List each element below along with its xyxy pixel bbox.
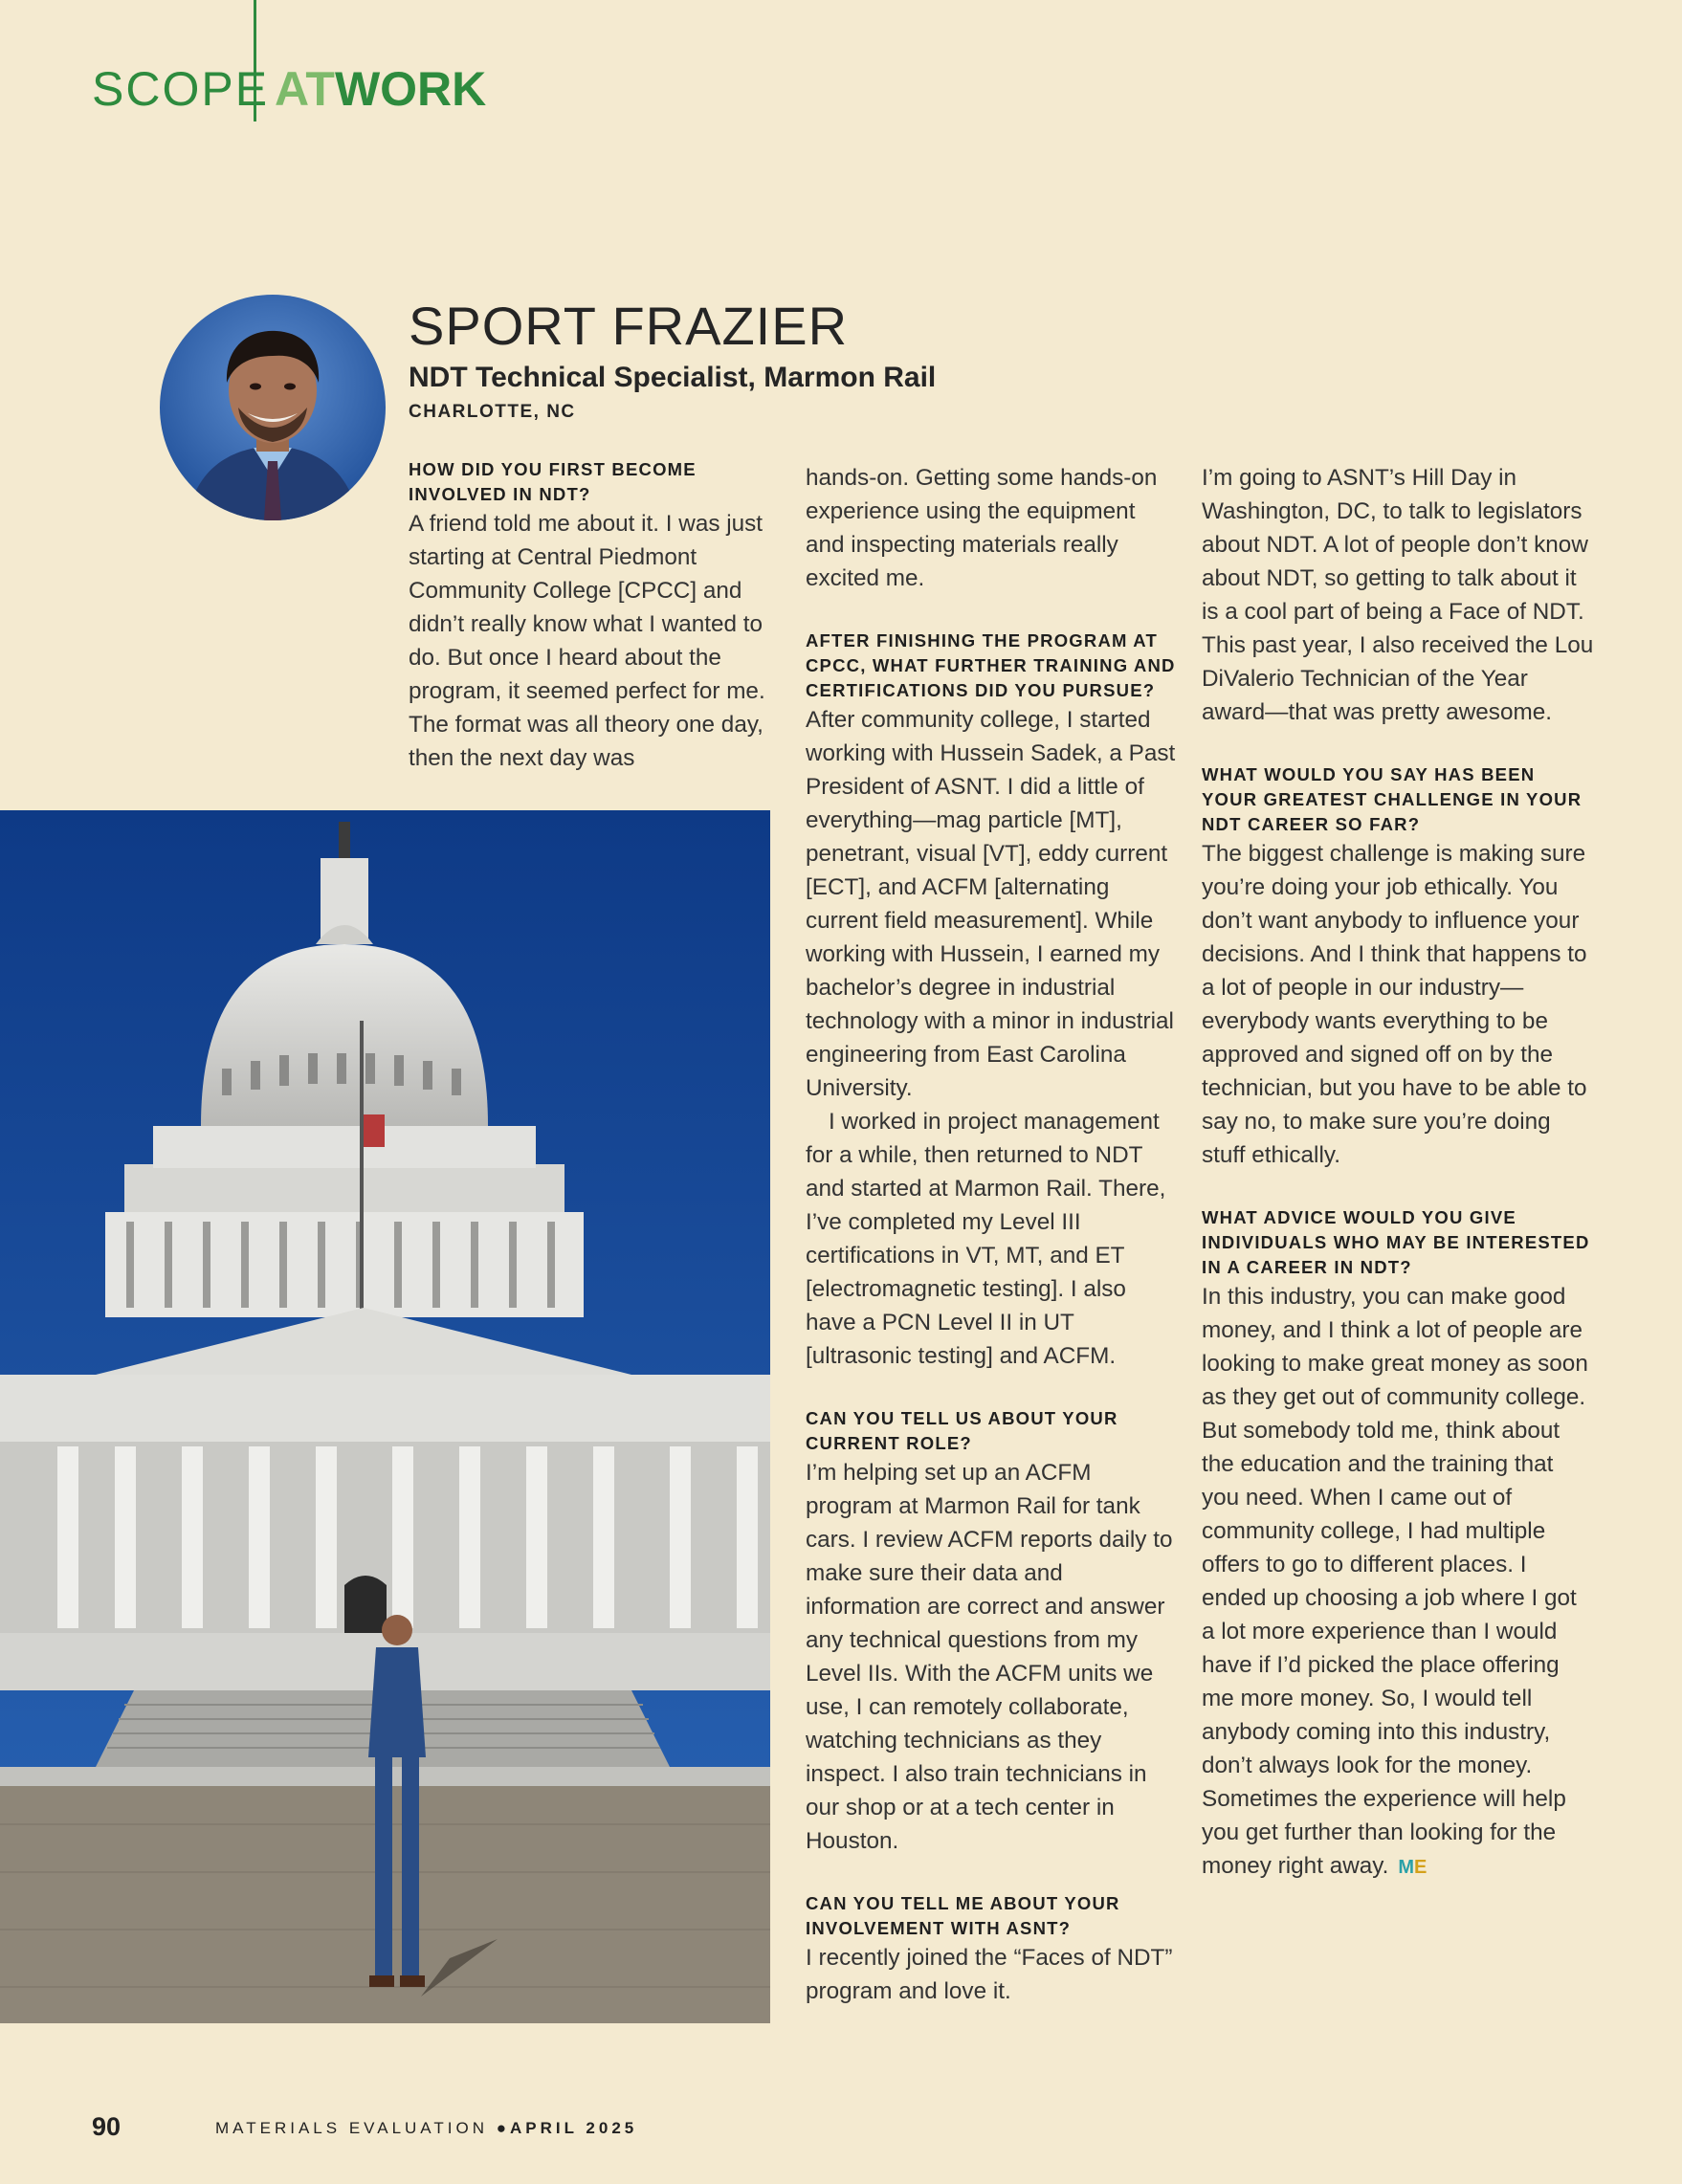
section-label-atwork	[275, 62, 487, 116]
answer-paragraph: hands-on. Getting some hands-on experience using the equipment and inspecting materials really excited me.	[806, 465, 1158, 591]
answer-paragraph: A friend told me about it. I was just starting at Central Piedmont Community College [CPCC] and didn’t really know what I wanted to do. But once I heard about the program, it seemed perfect for me. The format was all theory one day, then the next day was	[409, 511, 765, 771]
footer-bullet: ●	[496, 2119, 511, 2137]
answer-paragraph	[1202, 1280, 1594, 1885]
article-column-2	[806, 461, 1179, 2008]
answer-paragraph: I recently joined the “Faces of NDT” program and love it.	[806, 1945, 1173, 2004]
profile-name: SPORT FRAZIER	[409, 296, 849, 356]
end-mark-m: M	[1398, 1857, 1415, 1878]
profile-title: NDT Technical Specialist, Marmon Rail	[409, 362, 937, 393]
answer-text: In this industry, you can make good money, and I think a lot of people are looking to make great money as soon as they get out of community college. But somebody told me, think about the education and the training that you need. When I came out of community college, I had multiple offers to go to different places. I ended up choosing a job where I got a lot more experience than I would have if I’d picked the place offering me more money. So, I would tell anybody coming into this industry, don’t always look for the money. Sometimes the experience will help you get further than looking for the money right away.	[1202, 1284, 1588, 1879]
portrait-photo	[160, 295, 386, 520]
question-heading: WHAT ADVICE WOULD YOU GIVE INDIVIDUALS WHO MAY BE INTERESTED IN A CAREER IN NDT?	[1202, 1207, 1590, 1277]
end-mark-e: E	[1414, 1857, 1427, 1878]
publication-footer	[215, 2119, 637, 2138]
section-label-scope: SCOPE	[92, 62, 270, 116]
answer-paragraph: After community college, I started working with Hussein Sadek, a Past President of ASNT. I did a little of everything—mag particle [MT], penetrant, visual [VT], eddy current [ECT], and ACFM [alternating current field measurement]. While working with Hussein, I earned my bachelor’s degree in industrial technology with a minor in industrial engineering from East Carolina University.	[806, 707, 1176, 1101]
question-heading: CAN YOU TELL ME ABOUT YOUR INVOLVEMENT WITH ASNT?	[806, 1893, 1120, 1938]
answer-paragraph: I’m helping set up an ACFM program at Marmon Rail for tank cars. I review ACFM reports daily to make sure their data and information are correct and answer any technical questions from my Level IIs. With the ACFM units we use, I can remotely collaborate, watching technicians as they inspect. I also train technicians in our shop or at a tech center in Houston.	[806, 1460, 1173, 1854]
question-heading: HOW DID YOU FIRST BECOME INVOLVED IN NDT?	[409, 459, 697, 504]
question-heading: CAN YOU TELL US ABOUT YOUR CURRENT ROLE?	[806, 1408, 1118, 1453]
answer-paragraph: I worked in project management for a while, then returned to NDT and started at Marmon Rail. There, I’ve completed my Level III certifications in VT, MT, and ET [electromagnetic testing]. I also have a PCN Level II in UT [ultrasonic testing] and ACFM.	[806, 1109, 1166, 1369]
article-column-1	[409, 457, 772, 775]
answer-paragraph: I’m going to ASNT’s Hill Day in Washington, DC, to talk to legislators about NDT. A lot of people don’t know about NDT, so getting to talk about it is a cool part of being a Face of NDT. This past year, I also received the Lou DiValerio Technician of the Year award—that was pretty awesome.	[1202, 465, 1594, 725]
question-heading: AFTER FINISHING THE PROGRAM AT CPCC, WHAT FURTHER TRAINING AND CERTIFICATIONS DID YOU PURSUE?	[806, 630, 1176, 700]
question-heading: WHAT WOULD YOU SAY HAS BEEN YOUR GREATEST CHALLENGE IN YOUR NDT CAREER SO FAR?	[1202, 764, 1582, 834]
publication-name: MATERIALS EVALUATION	[215, 2119, 488, 2137]
article-column-3	[1202, 461, 1594, 1885]
capitol-photo	[0, 810, 770, 2023]
section-label-work: WORK	[334, 62, 487, 116]
answer-paragraph: The biggest challenge is making sure you’re doing your job ethically. You don’t want anybody to influence your decisions. And I think that happens to a lot of people in our industry—everybody wants everything to be approved and signed off on by the technician, but you have to be able to say no, to make sure you’re doing stuff ethically.	[1202, 841, 1587, 1168]
issue-date: APRIL 2025	[510, 2119, 638, 2137]
section-label-at: AT	[275, 62, 335, 116]
page-number: 90	[92, 2112, 122, 2141]
profile-location: CHARLOTTE, NC	[409, 402, 576, 422]
end-mark-logo	[1398, 1857, 1427, 1878]
